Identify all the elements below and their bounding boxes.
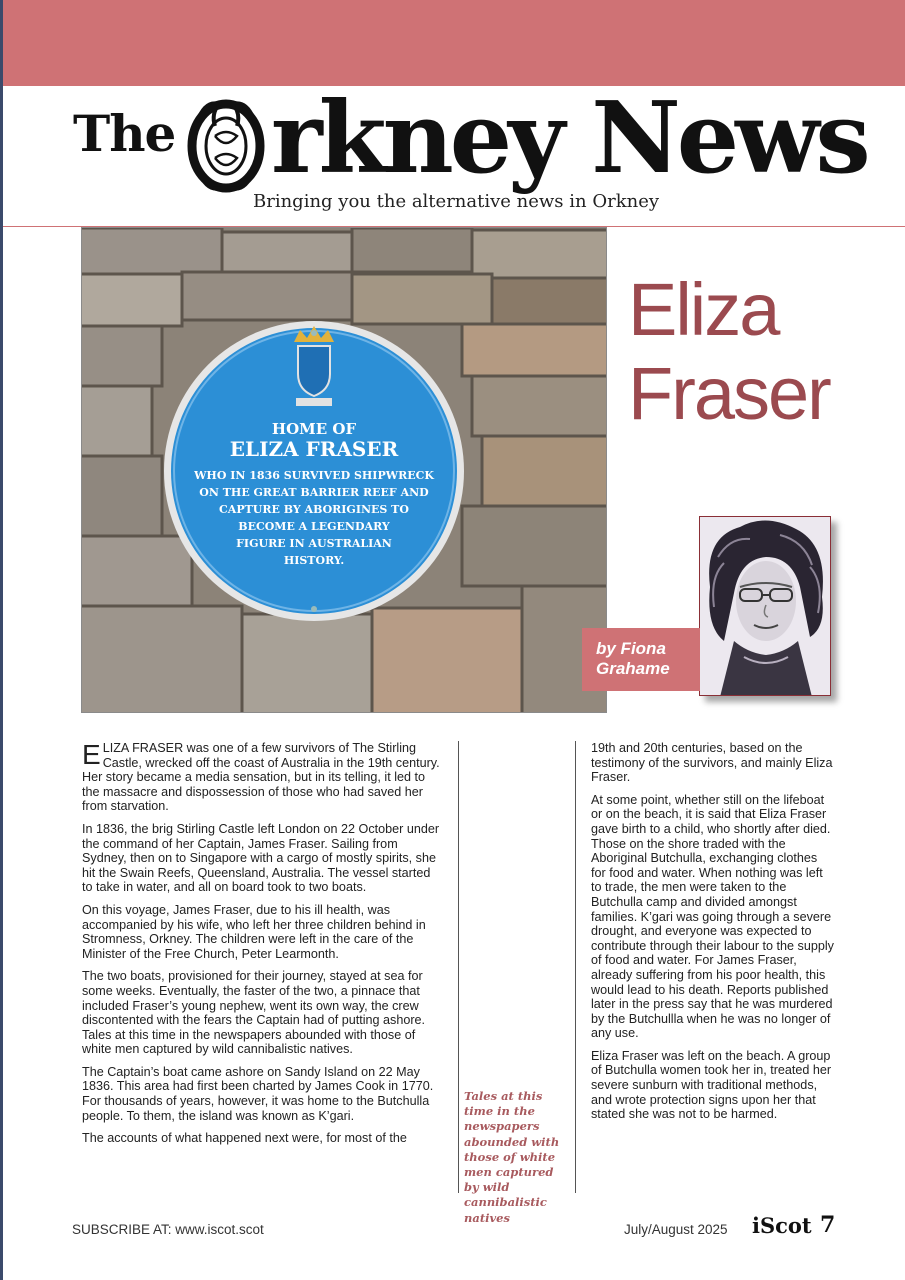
masthead-tagline: Bringing you the alternative news in Orkney	[253, 191, 660, 212]
plaque-text-line: ON THE GREAT BARRIER REEF AND	[199, 486, 429, 499]
article-title	[628, 268, 830, 436]
byline-line: Grahame	[596, 659, 670, 678]
subscribe-link[interactable]: SUBSCRIBE AT: www.iscot.scot	[72, 1222, 264, 1237]
author-byline	[582, 628, 700, 691]
paragraph-text: LIZA FRASER was one of a few survivors of The Stirling Castle, wrecked off the coast of Australia in the 19th century. Her story became a media sensation, but in its telling, it led to the massacre and dispossession of those who had saved her from starvation.	[82, 741, 440, 814]
pull-quote: Tales at this time in the newspapers abounded with those of white men captured by wild cannibalistic natives	[464, 1089, 560, 1225]
plaque-photo	[81, 227, 607, 713]
column-divider	[458, 741, 459, 1193]
iscot-logo: iScot	[752, 1213, 812, 1238]
article-paragraph: In 1836, the brig Stirling Castle left London on 22 October under the command of her Captain, James Fraser. Sailing from Sydney, then on to Singapore with a cargo of mostly spirits, she hit the Swain Reefs, Queensland, Australia. The vessel started to take in water, and all on board took to two boats.	[82, 821, 440, 895]
article-paragraph: Eliza Fraser was left on the beach. A group of Butchulla women took her in, treated her severe sunburn with traditional methods, and wrote protection signs upon her that stated she was not to be harmed.	[591, 1048, 832, 1122]
article-paragraph: 19th and 20th centuries, based on the testimony of the survivors, and mainly Eliza Fraser.	[591, 741, 833, 785]
page-number: 7	[820, 1212, 836, 1238]
column-divider	[575, 741, 576, 1193]
article-paragraph: The two boats, provisioned for their journey, stayed at sea for some weeks. Eventually, the faster of the two, a pinnace that included Fraser’s young nephew, went its own way, the crew discontented with the fears the Captain had of putting ashore. Tales at this time in the newspapers abounded with those of white men captured by wild cannibalistic natives.	[82, 969, 426, 1057]
author-portrait	[699, 516, 831, 696]
article-column-1	[82, 741, 444, 1154]
article-column-2	[591, 741, 835, 1130]
article-paragraph	[82, 741, 444, 814]
masthead-the: The	[73, 104, 176, 163]
article-paragraph: On this voyage, James Fraser, due to his ill health, was accompanied by his wife, who left her three children behind in Stromness, Orkney. The children were left in the care of the Minister of the Free Church, Peter Learmonth.	[82, 902, 426, 961]
drop-cap: E	[82, 739, 101, 770]
plaque-text-line: HISTORY.	[283, 554, 345, 567]
plaque-text-line: CAPTURE BY ABORIGINES TO	[219, 503, 409, 516]
article-paragraph: The accounts of what happened next were, for most of the	[82, 1131, 407, 1146]
plaque-text-line: WHO IN 1836 SURVIVED SHIPWRECK	[194, 469, 434, 482]
top-color-band	[3, 0, 905, 86]
byline-line: by Fiona	[596, 639, 666, 658]
plaque-text-line: FIGURE IN AUSTRALIAN	[236, 537, 392, 550]
plaque-text-line: BECOME A LEGENDARY	[238, 520, 390, 533]
article-paragraph: At some point, whether still on the lifeboat or on the beach, it is said that Eliza Fraser gave birth to a child, who shortly after died. Those on the shore traded with the Aboriginal Butchulla, exchanging clothes for food and water. When nothing was left to trade, the men were taken to the Butchulla camp and divided amongst families. K’gari was going through a severe drought, and everyone was expected to contribute through their labour to the supply of food and water. For James Fraser, already suffering from his poor health, this would lead to his death. Reports published later in the press say that he was murdered by the Butchullla when he was no longer of any use.	[591, 792, 834, 1041]
masthead-title: rkney News	[271, 81, 867, 196]
article-paragraph: The Captain’s boat came ashore on Sandy Island on 22 May 1836. This area had first been charted by James Cook in 1770. For thousands of years, however, it was home to the Butchulla people. To them, the island was known as K’gari.	[82, 1064, 434, 1123]
plaque-line-home: HOME OF	[271, 420, 357, 438]
issue-date: July/August 2025	[624, 1222, 728, 1237]
plaque-line-name: ELIZA FRASER	[229, 437, 399, 461]
article-title-line: Fraser	[628, 352, 830, 435]
celtic-knot-o-icon	[185, 92, 267, 196]
article-title-line: Eliza	[628, 268, 779, 351]
masthead	[3, 81, 905, 227]
